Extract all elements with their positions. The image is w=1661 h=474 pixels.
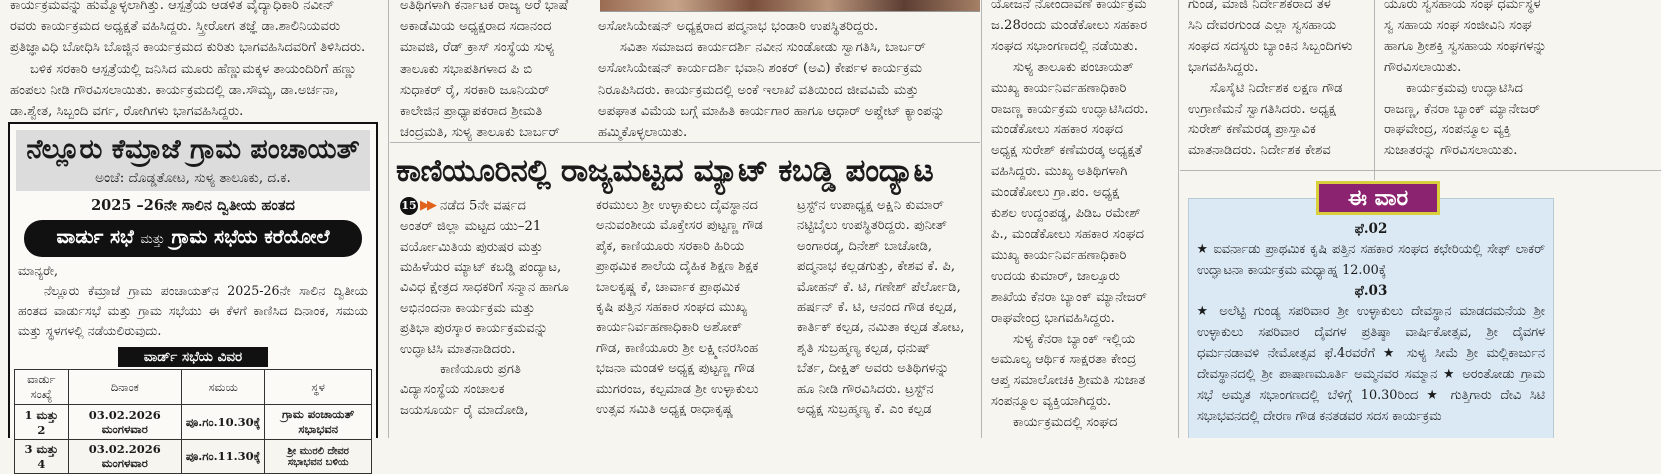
text-line: ಭಜನಾ ಮಂಡಳಿ ಅಧ್ಯಕ್ಷ ಪುಟ್ಟಣ್ಣ ಗೌಡ <box>596 361 755 377</box>
text-line: ಉಗ್ರಾಣಿಮನೆ ಸ್ವಾಗತಿಸಿದರು. ಅಧ್ಯಕ್ಷ <box>1188 101 1336 117</box>
text-line: ಉದಯ ಕುಮಾರ್, ಜಾಲ್ಸೂರು <box>991 268 1120 284</box>
text-line: ಮಂಡೆಕೋಲು ಗ್ರಾ.ಪಂ. ಅಧ್ಯಕ್ಷ <box>991 185 1120 201</box>
text-line: ಬಾಲಕೃಷ್ಣ ಕೆ, ಚಾರ್ವಾಕ ಪ್ರಾಥಮಿಕ <box>596 279 741 295</box>
banner-text: ವಾರ್ಡು ಸಭೆ <box>56 226 134 248</box>
table-row <box>15 440 372 474</box>
text-line: ಪ್ರತಿಜ್ಞಾವಿಧಿ ಬೋಧಿಸಿ ಬೊಜ್ಜಿನ ಕಾರ್ಯಕ್ರಮದ ಕುರಿತು ಭಾಗವಹಿಸಿದವರಿಗೆ ತಿಳಿಸಿದರು. <box>10 40 366 56</box>
text-line: ಸಂಘದ ಸದಸ್ಯರು ಬ್ಯಾಂಕಿನ ಸಿಬ್ಬಂದಿಗಳು <box>1188 38 1353 54</box>
text-line: ಮೋಹನ್ ಕೆ. ಟಿ, ಗಣೇಶ್ ಪೆರ್ಲೋಡಿ, <box>797 279 961 295</box>
events-list <box>1189 199 1553 427</box>
text-line: ಜ.28ರಂದು ಮಂಡೆಕೋಲು ಸಹಕಾರ <box>991 17 1148 33</box>
article-photo <box>600 0 980 12</box>
notice-address: ಅಂಚೆ: ದೊಡ್ಡತೋಟ, ಸುಳ್ಯ ತಾಲೂಕು, ದ.ಕ. <box>16 168 370 191</box>
article-text-col2 <box>400 0 580 143</box>
banner-text: ಮತ್ತು <box>140 232 165 247</box>
text-line: ಕಾರ್ಯಕ್ರಮದಲ್ಲಿ ಸಂಘದ <box>1013 415 1118 431</box>
text-line: ನಡೆದ 5ನೇ ವರ್ಷದ <box>440 198 526 214</box>
text-line: ಸಂಘದ ಸಭಾಂಗಣದಲ್ಲಿ ನಡೆಯಿತು. <box>991 38 1138 54</box>
text-line: ಗೌರವಿಸಲಾಯಿತು. <box>1384 59 1462 75</box>
text-line: ಮುಖ್ಯ ಕಾರ್ಯನಿರ್ವಹಣಾಧಿಕಾರಿ <box>991 80 1127 96</box>
text-line: ಮಾವಜಿ, ರೆಡ್ ಕ್ರಾಸ್ ಸಂಸ್ಥೆಯ ಸುಳ್ಯ <box>400 40 555 56</box>
text-line: ಮುಗರಂಜ, ಕಲ್ಪಮಾಡ ಶ್ರೀ ಉಳ್ಳಾಕುಲು <box>596 381 759 397</box>
text-line: ಹಮ್ಮಿಕೊಳ್ಳಲಾಯಿತು. <box>598 125 688 141</box>
notice-subheading: ವಾರ್ಡ್ ಸಭೆಯ ವಿವರ <box>118 347 268 367</box>
page-number-icon: 15 <box>400 197 418 215</box>
text-line: ಅನುವಂಶೀಯ ಮೊಕ್ತೇಸರ ಪುಟ್ಟಣ್ಣ ಗೌಡ <box>596 218 763 234</box>
text-line: ಅಭಿನಂದನಾ ಕಾರ್ಯಕ್ರಮ ಮತ್ತು <box>400 300 536 316</box>
text-line: ವಿವಿಧ ಕ್ಷೇತ್ರದ ಸಾಧಕರಿಗೆ ಸನ್ಮಾನ ಹಾಗೂ <box>400 280 569 296</box>
table-header: ಸಮಯ <box>181 370 264 405</box>
notice-paragraph: ನೆಲ್ಲೂರು ಕೆಮ್ರಾಜೆ ಗ್ರಾಮ ಪಂಚಾಯತ್‌ನ 2025-26ನೇ ಸಾಲಿನ ದ್ವಿತೀಯ ಹಂತದ ವಾರ್ಡುಸಭೆ ಮತ್ತು ಗ್ರಾಮ ಸಭೆಯು ಈ ಕೆಳಗೆ ಕಾಣಿಸಿದ ದಿನಾಂಕ, ಸಮಯ ಮತ್ತು ಸ್ಥಳಗಳಲ್ಲಿ ನಡೆಯಲಿರುವುದು. <box>18 283 368 338</box>
text-line: ಮಾತನಾಡಿದರು. ನಿರ್ದೇಶಕ ಕೇಶವ <box>1188 143 1331 159</box>
text-line: ವರ್ಯೋಮಿತಿಯ ಪುರುಷರ ಮತ್ತು <box>400 239 543 255</box>
column-divider <box>981 0 982 438</box>
article-text-col5 <box>1188 0 1368 162</box>
text-line: ಶೃತಿ ಸುಬ್ರಹ್ಮಣ್ಯ ಕಲ್ಪಡ, ಧನುಷ್ <box>797 340 931 356</box>
text-line: ಕರಮುಲು ಶ್ರೀ ಉಳ್ಳಾಕುಲು ದೈವಸ್ಥಾನದ <box>596 198 759 213</box>
article-text-col1 <box>10 0 378 122</box>
text-line: ಪ್ರತಿಭಾ ಪುರಸ್ಕಾರ ಕಾರ್ಯಕ್ರಮವನ್ನು <box>400 321 549 337</box>
notice-title: ನೆಲ್ಲೂರು ಕೆಮ್ರಾಜೆ ಗ್ರಾಮ ಪಂಚಾಯತ್ <box>16 130 370 168</box>
kabaddi-article-col-a <box>400 196 578 421</box>
text-line: ರಾಘವೇಂದ್ರ ಭಾಗವಹಿಸಿದ್ದರು. <box>991 310 1115 326</box>
text-line: ವಿದ್ಯಾಸಂಸ್ಥೆಯ ಸಂಚಾಲಕ <box>400 382 505 398</box>
article-text-col6 <box>1384 0 1556 162</box>
text-line: ಶಾಖೆಯ ಕೆನರಾ ಬ್ಯಾಂಕ್ ಮ್ಯಾನೇಜರ್ <box>991 289 1148 305</box>
text-line: ಹೂ ನೀಡಿ ಗೌರವಿಸಿದರು. ಟ್ರಸ್ಟ್‌ನ <box>797 381 934 397</box>
table-cell: ಗ್ರಾಮ ಪಂಚಾಯತ್ ಸಭಾಭವನ <box>265 405 372 440</box>
text-line: ಹಾಗೂ ಶ್ರೀಶಕ್ತಿ ಸ್ವಸಹಾಯ ಸಂಘಗಳನ್ನು <box>1384 38 1547 54</box>
notice-year-line: 2025 –26ನೇ ಸಾಲಿನ ದ್ವಿತೀಯ ಹಂತದ <box>91 197 295 214</box>
column-divider <box>1178 0 1179 438</box>
table-row <box>15 405 372 440</box>
table-cell: 3 ಮತ್ತು 4 <box>15 440 69 474</box>
text-line: ವಹಿಸಿದ್ದರು. ಮುಖ್ಯ ಅತಿಥಿಗಳಾಗಿ <box>991 164 1128 180</box>
table-header: ದಿನಾಂಕ <box>68 370 181 405</box>
text-line: ಕಾರ್ಯಕ್ರಮವನ್ನು ಹುಮ್ಮೊಳ್ಳಲಾಗಿತ್ತು. ಆಸ್ಪತ್ರೆಯ ಆಡಳಿತ ವೈದ್ಯಾಧಿಕಾರಿ ನವೀನ್ <box>10 0 335 13</box>
text-line: ಸವಿತಾ ಸಮಾಜದ ಕಾರ್ಯದರ್ಶಿ ನವೀನ ಸುಂಡೋಡು ಸ್ವಾಗತಿಸಿ, ಬಾರ್ಬರ್ <box>620 40 926 56</box>
text-line: ಪ್ರಾಥಮಿಕ ಶಾಲೆಯ ದೈಹಿಕ ಶಿಕ್ಷಣ ಶಿಕ್ಷಕ <box>596 259 759 275</box>
text-line: ಭಾಗವಹಿಸಿದ್ದರು. <box>1188 59 1259 75</box>
text-line: ಸುಳ್ಯ ತಾಲೂಕು ಪಂಚಾಯತ್ <box>1013 59 1134 75</box>
text-line: ರವರು ಕಾರ್ಯಕ್ರಮದ ಅಧ್ಯಕ್ಷತೆ ವಹಿಸಿದ್ದರು. ಸ್ತ್ರೀರೋಗ ತಜ್ಞೆ ಡಾ.ಶಾಲಿನಿಯವರು <box>10 19 341 35</box>
text-line: ಕೃಷಿ ಪತ್ತಿನ ಸಹಕಾರ ಸಂಘದ ಮುಖ್ಯ <box>596 300 748 316</box>
text-line: ಕಾಣಿಯೂರು ಪ್ರಗತಿ <box>440 361 521 377</box>
text-line: ಕಾರ್ಯನಿರ್ವಹಣಾಧಿಕಾರಿ ಅಶೋಕ್ <box>596 320 743 336</box>
text-line: ಸುಧಾಕರ್ ರೈ, ಸರಕಾರಿ ಜೂನಿಯರ್ <box>400 82 550 98</box>
table-cell: 03.02.2026 ಮಂಗಳವಾರ <box>68 405 181 440</box>
table-cell: ಪೂ.ಗಂ.10.30ಕ್ಕೆ <box>181 405 264 440</box>
text-line: ತಾಲೂಕು ಸಭಾಪತಿಗಳಾದ ಪಿ ಬಿ <box>400 61 533 77</box>
table-cell: 1 ಮತ್ತು 2 <box>15 405 69 440</box>
text-line: ಕಾರ್ಯಕ್ರಮವು ಉದ್ಘಾಟಿಸಿದ <box>1406 80 1523 96</box>
text-line: ಅಧ್ಯಕ್ಷ ಸುಬ್ರಹ್ಮಣ್ಯ ಕೆ. ಎಂ ಕಲ್ಪಡ <box>797 402 932 418</box>
event-date: ಫೆ.02 <box>1354 221 1388 237</box>
event-date: ಫೆ.03 <box>1354 283 1388 299</box>
table-header: ವಾರ್ಡು ಸಂಖ್ಯೆ <box>15 370 69 405</box>
text-line: ಅಪಘಾತ ವಿಮೆಯ ಬಗ್ಗೆ ಮಾಹಿತಿ ಕಾರ್ಯಗಾರ ಹಾಗೂ ಆಧಾರ್ ಅಪ್ಡೇಟ್ ಕ್ಯಾಂಪನ್ನು <box>598 103 945 119</box>
text-line: ನಟ್ಟಿಬೈಲು ಉಪಸ್ಥಿತರಿದ್ದರು. ಪುನೀತ್ <box>797 218 948 234</box>
table-cell: 03.02.2026 ಮಂಗಳವಾರ <box>68 440 181 474</box>
table-header-row <box>15 370 372 405</box>
text-line: ಅತಿಥಿಗಳಾಗಿ ಕರ್ನಾಟಕ ರಾಜ್ಯ ಅರೆ ಭಾಷೆ <box>400 0 569 13</box>
this-week-badge: ಈ ವಾರ <box>1316 181 1440 215</box>
article-headline: ಕಾಣಿಯೂರಿನಲ್ಲಿ ರಾಜ್ಯಮಟ್ಟದ ಮ್ಯಾಟ್ ಕಬಡ್ಡಿ ಪಂದ್ಯಾಟ <box>396 153 934 189</box>
text-line: ನಿರೂಪಿಸಿದರು. ಕಾರ್ಯಕ್ರಮದಲ್ಲಿ ಅಂಕೆ ಇಲಾಖೆ ವತಿಯಿಂದ ಜೀವವಿಮೆ ಮತ್ತು <box>598 82 919 98</box>
text-line: ಪೈಕ, ಕಾಣಿಯೂರು ಸರಕಾರಿ ಹಿರಿಯ <box>596 238 745 254</box>
article-text-col4 <box>991 0 1171 434</box>
text-line: ಸುಳ್ಯ ಕೆನರಾ ಬ್ಯಾಂಕ್ ಇಲ್ಲಿಯ <box>1013 331 1136 347</box>
text-line: ಸಂಪನ್ಮೂಲ ವ್ಯಕ್ತಿಯಾಗಿದ್ದರು. <box>991 394 1112 410</box>
table-cell: ಪೂ.ಗಂ.11.30ಕ್ಕೆ <box>181 440 264 474</box>
panchayat-notice-ad <box>8 122 378 471</box>
text-line: ಮಂಡೆಕೋಲು ಸಹಕಾರ ಸಂಘದ <box>991 122 1124 138</box>
text-line: ರಾಘವೇಂದ್ರ, ಸಂಪನ್ಮೂಲ ವ್ಯಕ್ತಿ <box>1384 122 1511 138</box>
text-line: ಗೌಡ, ಕಾಣಿಯೂರು ಶ್ರೀ ಲಕ್ಷ್ಮೀನರಸಿಂಹ <box>596 340 759 356</box>
text-line: ಅಸೋಸಿಯೇಷನ್ ಅಧ್ಯಕ್ಷರಾದ ಪದ್ಮನಾಭ ಭಂಡಾರಿ ಉಪಸ್ಥಿತರಿದ್ದರು. <box>598 19 879 34</box>
column-divider <box>388 0 389 438</box>
text-line: ಪದ್ಮನಾಭ ಕಲ್ಲಡಗುತ್ತು, ಕೇಶವ ಕೆ. ಪಿ, <box>797 259 956 275</box>
text-line: ಅಂಗಾರಡ್ಕ, ದಿನೇಶ್ ಬಾಚೋಡಿ, <box>797 238 933 254</box>
text-line: ಕಾಲೇಜಿನ ಪ್ರಾಧ್ಯಾಪಕರಾದ ಶ್ರೀಮತಿ <box>400 104 543 120</box>
text-line: ಬೆರ್ತ, ದೀಕ್ಷಿತ್ ಅವರು ಅತಿಥಿಗಳನ್ನು <box>797 361 950 377</box>
text-line: ಡಾ.ಶ್ವೇತ, ಸಿಬ್ಬಂದಿ ವರ್ಗ, ರೋಗಿಗಳು ಭಾಗವಹಿಸಿದ್ದರು. <box>10 104 244 120</box>
text-line: ಅಂತರ್ ಜಿಲ್ಲಾ ಮಟ್ಟದ ಯು–21 <box>400 219 542 235</box>
text-line: ಚಂದ್ರಮತಿ, ಸುಳ್ಯ ತಾಲೂಕು ಬಾರ್ಬರ್ <box>400 125 560 141</box>
double-arrow-icon: ▶▶ <box>420 198 434 213</box>
section-divider <box>1180 170 1661 171</box>
page-ref-badge <box>400 196 434 216</box>
text-line: ಯೂರು ಸ್ವಸಹಾಯ ಸಂಘ ಧರ್ಮಸ್ಥಳ <box>1384 0 1541 12</box>
text-line: ಯೋಜನೆ ನೋಂದಾವಣೆ ಕಾರ್ಯಕ್ರಮ <box>991 0 1147 12</box>
text-line: ಮುಖ್ಯ ಕಾರ್ಯನಿರ್ವಹಣಾಧಿಕಾರಿ <box>991 247 1127 263</box>
text-line: ಹಂಪಲು ನೀಡಿ ಗೌರವಿಸಲಾಯಿತು. ಕಾರ್ಯಕ್ರಮದಲ್ಲಿ ಡಾ.ಸೌಮ್ಯ, ಡಾ.ಅರ್ಚನಾ, <box>10 82 339 98</box>
text-line: ರಾಜಣ್ಣ ಕಾರ್ಯಕ್ರಮ ಉದ್ಘಾಟಿಸಿದರು. <box>991 101 1149 117</box>
text-line: ರಾಜಣ್ಣ, ಕೆನರಾ ಬ್ಯಾಂಕ್ ಮ್ಯಾನೇಜರ್ <box>1384 101 1541 117</box>
text-line: ಬಳಿಕ ಸರಕಾರಿ ಆಸ್ಪತ್ರೆಯಲ್ಲಿ ಜನಿಸಿದ ಮೂರು ಹೆಣ್ಣುಮಕ್ಕಳ ತಾಯಂದಿರಿಗೆ ಹಣ್ಣು <box>30 61 357 77</box>
event-item: ★ ಐವರ್ನಾಡು ಪ್ರಾಥಮಿಕ ಕೃಷಿ ಪತ್ತಿನ ಸಹಕಾರ ಸಂಘದ ಕಛೇರಿಯಲ್ಲಿ ಸೇಫ್ ಲಾಕರ್ ಉದ್ಘಾಟನಾ ಕಾರ್ಯಕ್ರಮ ಮಧ್ಯಾಹ್ನ 12.00ಕ್ಕೆ <box>1197 242 1545 278</box>
notice-meeting-banner <box>24 220 362 257</box>
text-line: ಸುರೇಶ್ ಕಣೆಮರಡ್ಕ ಪ್ರಾಸ್ತಾವಿಕ <box>1188 122 1316 138</box>
text-line: ಅಧ್ಯಕ್ಷ ಸುರೇಶ್ ಕಣೆಮರಡ್ಕ ಅಧ್ಯಕ್ಷತೆ <box>991 143 1143 159</box>
text-line: ಜಯಸೂರ್ಯ ರೈ ಮಾದೋಡಿ, <box>400 402 529 418</box>
notice-greeting: ಮಾನ್ಯರೇ, <box>18 263 58 278</box>
text-line: ಗುಂಡ, ಮಾಜಿ ನಿರ್ದೇಶಕರಾದ ತಳ <box>1188 0 1331 12</box>
article-text-col3 <box>598 16 974 143</box>
notice-body <box>10 257 376 341</box>
text-line: ಸೊಸೈಟಿ ನಿರ್ದೇಶಕ ಲಕ್ಷಣ ಗೌಡ <box>1210 80 1343 96</box>
event-item: ★ ಅಲೆಟ್ಟಿ ಗುಂಡ್ಯ ಸಪರಿವಾರ ಶ್ರೀ ಉಳ್ಳಾಕುಲು ದೇವಸ್ಥಾನ ಮಾಡದಮನೆಯ ಶ್ರೀ ಉಳ್ಳಾಕುಲು ಸಪರಿವಾರ ದೈವಗಳ ಪ್ರತಿಷ್ಠಾ ವಾರ್ಷಿಕೋತ್ಸವ, ಶ್ರೀ ದೈವಗಳ ಧರ್ಮನಡಾವಳಿ ನೇಮೋತ್ಸವ ಫೆ.4ರವರೆಗೆ ★ ಸುಳ್ಯ ಸೀಮೆ ಶ್ರೀ ಮಲ್ಲಿಕಾರ್ಜುನ ದೇವಸ್ಥಾನದಲ್ಲಿ ಶ್ರೀ ಪಾಷಾಣಮೂರ್ತಿ ಅಮ್ಮನವರ ಸಮ್ಮಾನ ★ ಅರಂತೋಡು ಗ್ರಾಮ ಸಭೆ ಅಮೃತ ಸಭಾಂಗಣದಲ್ಲಿ ಬೆಳಿಗ್ಗೆ 10.30ರಿಂದ ★ ಗುತ್ತಿಗಾರು ದೇವಿ ಸಿಟಿ ಸಭಾಭವನದಲ್ಲಿ ದೇರಣ ಗೌಡ ಕನತಡವರ ಸದಸ ಕಾರ್ಯಕ್ರಮ <box>1197 304 1545 424</box>
text-line: ಉತ್ಸವ ಸಮಿತಿ ಅಧ್ಯಕ್ಷ ರಾಧಾಕೃಷ್ಣ <box>596 402 734 418</box>
text-line: ಅಕಾಡೆಮಿಯ ಅಧ್ಯಕ್ಷರಾದ ಸದಾನಂದ <box>400 19 552 35</box>
text-line: ಟ್ರಸ್ಟ್‌ನ ಉಪಾಧ್ಯಕ್ಷ ಅಕ್ಷಿನಿ ಕುಮಾರ್ <box>797 198 944 213</box>
text-line: ಮಹಿಳೆಯರ ಮ್ಯಾಟ್ ಕಬಡ್ಡಿ ಪಂದ್ಯಾಟ, <box>400 259 562 275</box>
text-line: ಸುಜಾತರನ್ನು ಗೌರವಿಸಲಾಯಿತು. <box>1384 143 1518 159</box>
table-cell: ಶ್ರೀ ಮುರಲಿ ದೇವರ ಸಭಾಭವನ ಬಳಿಯ <box>265 440 372 474</box>
ward-meeting-table <box>14 369 372 474</box>
kabaddi-article-col-b <box>596 196 784 420</box>
text-line: ಕುಶಲ ಉದ್ದಂಪಡ್ಡ, ಪಿಡಿಒ ರಮೇಶ್ <box>991 206 1141 222</box>
text-line: ಪಿ., ಮಂಡೆಕೋಲು ಸಹಕಾರ ಸಂಘದ <box>991 226 1145 242</box>
column-divider <box>1374 0 1375 180</box>
text-line: ಅಸೋಸಿಯೇಷನ್ ಕಾರ್ಯದರ್ಶಿ ಭವಾನಿ ಶಂಕರ್ (ಅವಿ) ಕೇರ್ಪಳ ಕಾರ್ಯಕ್ರಮ <box>598 61 923 77</box>
text-line: ಸಿನಿ ದೇವರಗುಂಡ ಎಲ್ಲಾ ಸ್ವಸಹಾಯ <box>1188 17 1337 33</box>
table-header: ಸ್ಥಳ <box>265 370 372 405</box>
text-line: ಕಾರ್ತಿಕ್ ಕಲ್ಪಡ, ನಮಿತಾ ಕಲ್ಪಡ ತೋಟ, <box>797 320 965 336</box>
text-line: ಉದ್ಘಾಟಿಸಿ ಮಾತನಾಡಿದರು. <box>400 341 516 357</box>
kabaddi-article-col-c <box>797 196 977 420</box>
text-line: ಅಮೂಲ್ಯ ಆರ್ಥಿಕ ಸಾಕ್ಷರತಾ ಕೇಂದ್ರ <box>991 352 1137 368</box>
text-line: ಹರ್ಷನ್ ಕೆ. ಟಿ, ಆನಂದ ಗೌಡ ಕಲ್ಪಡ, <box>797 300 957 316</box>
banner-text: ಗ್ರಾಮ ಸಭೆಯ ಕರೆಯೋಲೆ <box>171 226 330 248</box>
this-week-events-box <box>1188 198 1554 438</box>
text-line: ಆಪ್ತ ಸಮಾಲೋಚಕಿ ಶ್ರೀಮತಿ ಸುಜಾತ <box>991 373 1146 389</box>
text-line: ಸ್ವ ಸಹಾಯ ಸಂಘ ಸಂಜೀವಿನಿ ಸಂಘ <box>1384 17 1532 33</box>
